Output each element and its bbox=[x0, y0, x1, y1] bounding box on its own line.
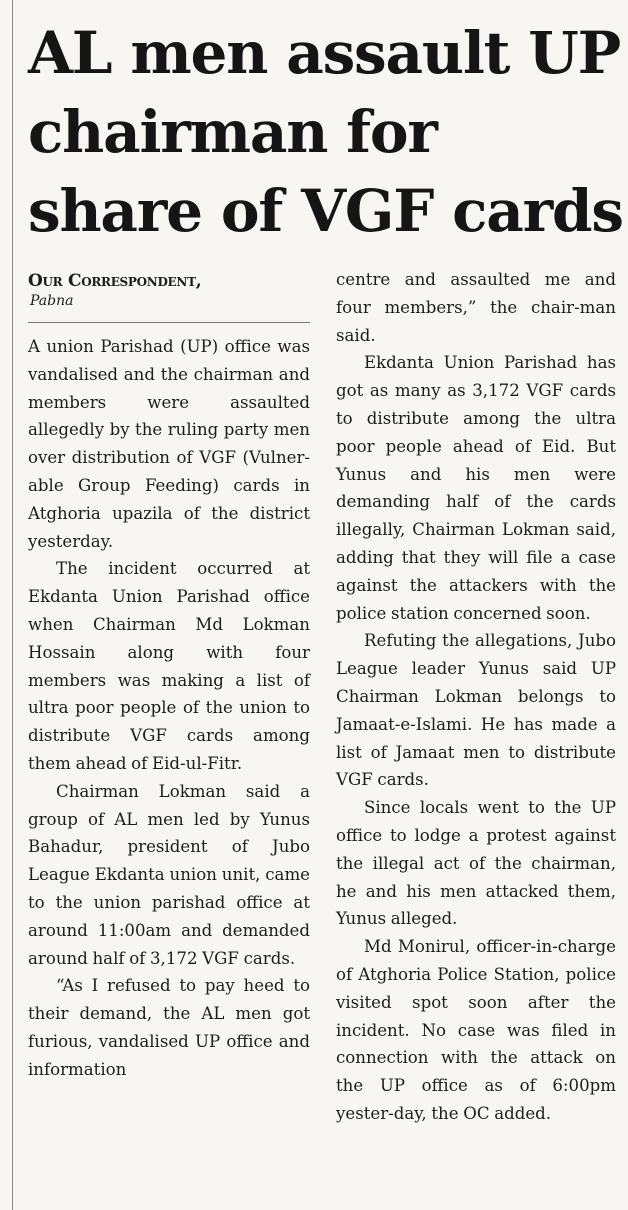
byline-location: Pabna bbox=[30, 293, 74, 309]
paragraph-8: Md Monirul, officer-in-charge of Atghoria Police Station, police visited spot soon after the incident. No case was filed in connection with the attack on the UP office as of 6:00pm yester-day, the OC added. bbox=[336, 937, 616, 1123]
right-column bbox=[336, 266, 616, 1128]
column-rule bbox=[12, 0, 13, 1210]
paragraph-4: “As I refused to pay heed to their demand, the AL men got furious, vandalised UP office and information bbox=[28, 976, 310, 1079]
byline-correspondent: Our Correspondent, bbox=[28, 271, 202, 291]
paragraph-6: Refuting the allegations, Jubo League leader Yunus said UP Chairman Lokman belongs to Jamaat-e-Islami. He has made a list of Jamaat men to distribute VGF cards. bbox=[336, 631, 616, 790]
headline bbox=[28, 14, 624, 251]
paragraph-4-continued: centre and assaulted me and four members,” the chair-man said. bbox=[336, 270, 616, 345]
headline-line-1: AL men assault UP bbox=[28, 19, 621, 87]
headline-line-3: share of VGF cards bbox=[28, 177, 623, 245]
paragraph-3: Chairman Lokman said a group of AL men led by Yunus Bahadur, president of Jubo League Ekdanta union unit, came to the union parishad office at around 11:00am and demanded around half of 3,172 VGF cards. bbox=[28, 781, 310, 968]
paragraph-7: Since locals went to the UP office to lodge a protest against the illegal act of the chairman, he and his men attacked them, Yunus alleged. bbox=[336, 798, 616, 929]
headline-line-2: chairman for bbox=[28, 98, 437, 166]
paragraph-1: A union Parishad (UP) office was vandalised and the chairman and members were assaulted allegedly by the ruling party men over distribution of VGF (Vulner-able Group Feeding) cards in Atghoria upazila of the district yesterday. bbox=[28, 337, 310, 551]
byline-divider bbox=[28, 322, 310, 323]
left-column bbox=[28, 270, 310, 1084]
paragraph-5: Ekdanta Union Parishad has got as many as 3,172 VGF cards to distribute among the ultra poor people ahead of Eid. But Yunus and his men were demanding half of the cards illegally, Chairman Lokman said, adding that they will file a case against the attackers with the police station concerned soon. bbox=[336, 353, 616, 623]
paragraph-2: The incident occurred at Ekdanta Union Parishad office when Chairman Md Lokman Hossain along with four members was making a list of ultra poor people of the union to distribute VGF cards among them ahead of Eid-ul-Fitr. bbox=[28, 559, 310, 773]
